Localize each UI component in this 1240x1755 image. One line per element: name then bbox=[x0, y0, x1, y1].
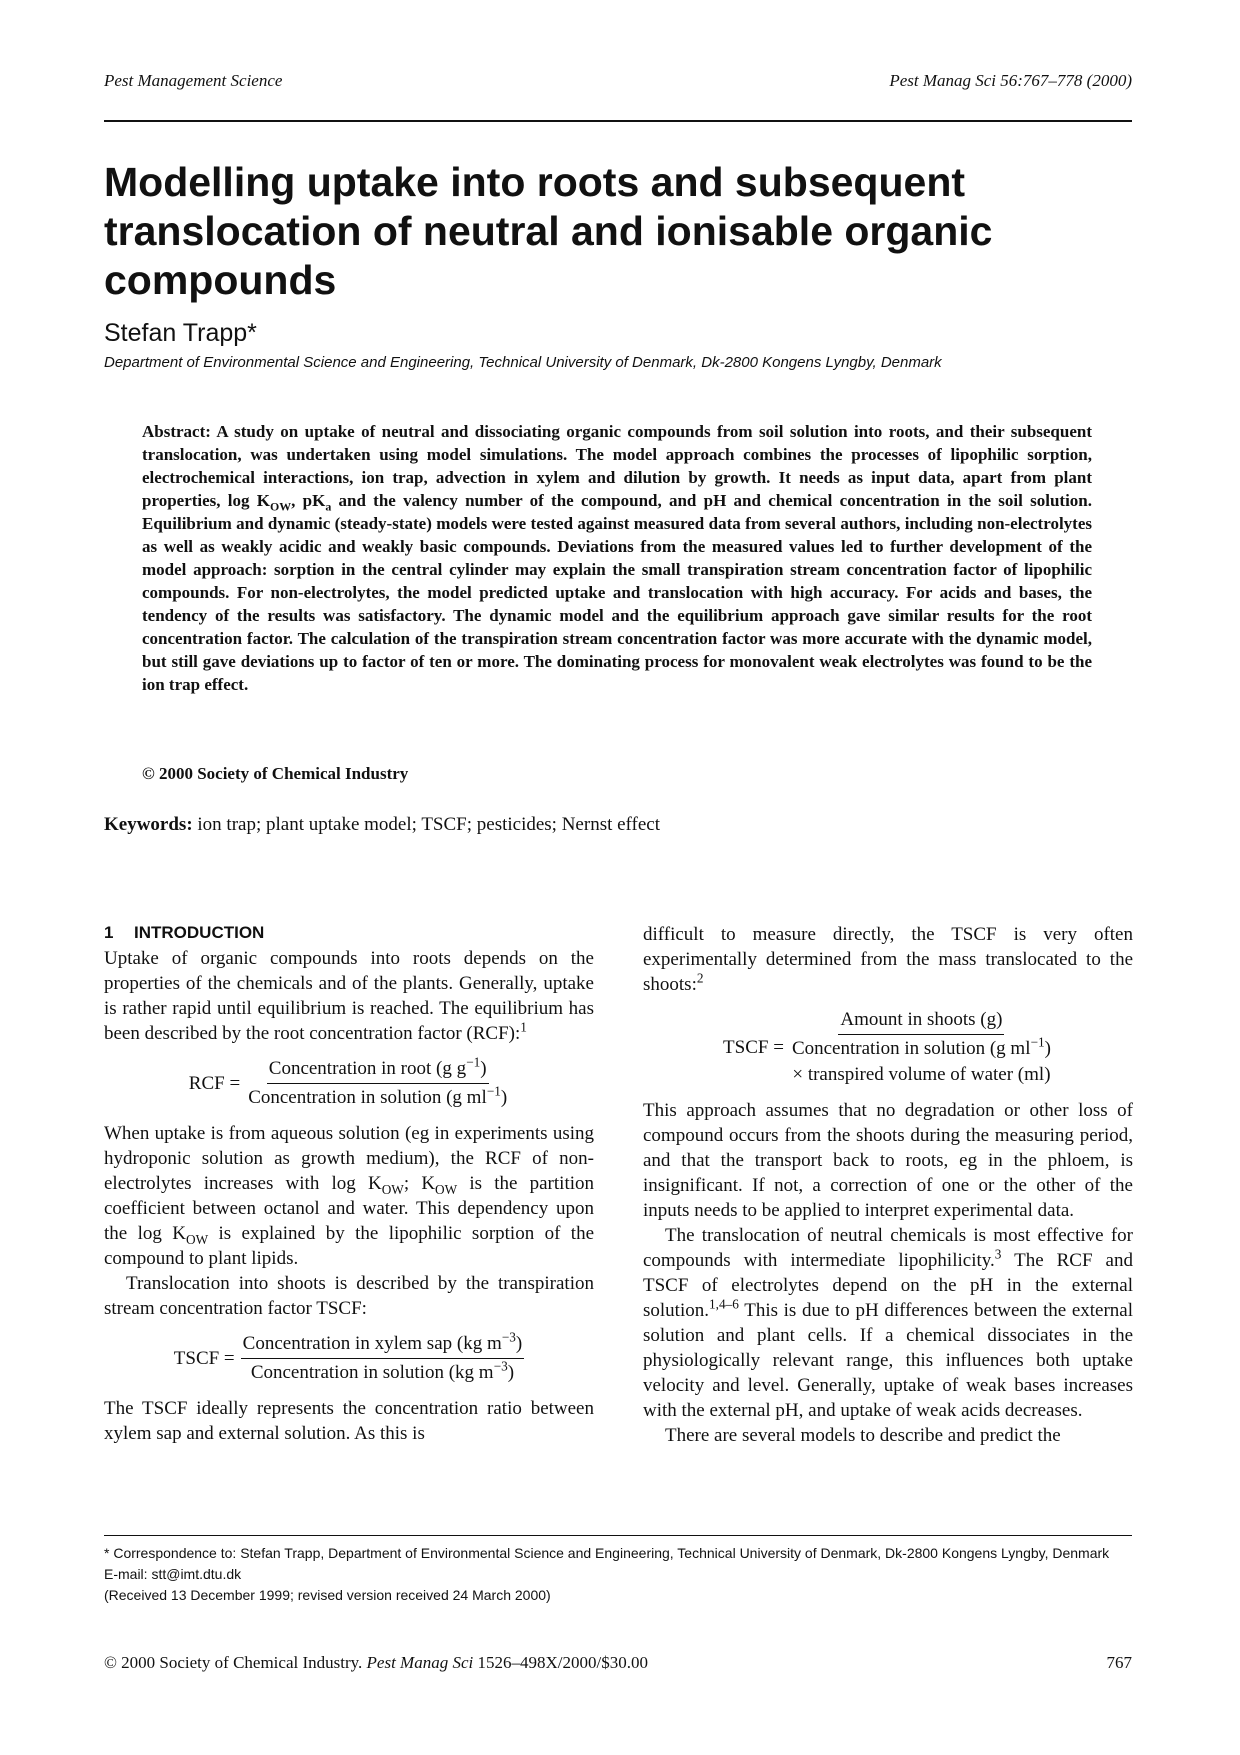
paragraph: difficult to measure directly, the TSCF is very often experimentally determined from the mass translocated to the shoots:$^2$ bbox=[643, 924, 1133, 995]
article-page bbox=[104, 0, 1132, 1755]
paragraph: The TSCF ideally represents the concentration ratio between xylem sap and external solution. As this is bbox=[104, 1398, 594, 1444]
paragraph: Uptake of organic compounds into roots depends on the properties of the chemicals and of the plants. Generally, uptake is rather rapid until equilibrium is reached. The equilibrium has been described by the root concentration factor (RCF):$^1$ bbox=[104, 948, 594, 1044]
journal-name: Pest Management Science bbox=[104, 71, 283, 90]
right-column bbox=[643, 922, 1133, 1448]
abstract-label: Abstract: bbox=[142, 422, 211, 441]
paragraph: When uptake is from aqueous solution (eg in experiments using hydroponic solution as growth medium), the RCF of non-electrolytes increases with $\log K_{OW}$; $K_{OW}$ is the partition coefficient between octanol and water. This dependency upon the $\log K_{OW}$ is explained by the lipophilic sorption of the compound to plant lipids. bbox=[104, 1123, 595, 1269]
equation-tscf: TSCF = $\frac{Concentration in xylem sap (kg m^{-3})}{Concentration in solution (kg m^{-3})}$ bbox=[173, 1329, 523, 1383]
correspondence-footnote: * Correspondence to: Stefan Trapp, Department of Environmental Science and Engineering, Technical University of Denmark, Dk-2800 Kongens Lyngby, Denmark E-mail: stt@imt.dtu.dk (Received 13 December 1999; revised version received 24 March 2000) bbox=[104, 1543, 1132, 1606]
footnote-rule bbox=[104, 1535, 1132, 1536]
email: E-mail: stt@imt.dtu.dk bbox=[104, 1566, 242, 1582]
left-column bbox=[104, 922, 594, 1446]
author-name: Stefan Trapp* bbox=[104, 319, 257, 347]
equation-tscf-mass: TSCF = Amount in shoots (g) Concentration in solution (g $ml^{-1}$) × transpired volume of water (ml) bbox=[723, 1009, 1051, 1085]
header-rule bbox=[104, 120, 1132, 122]
received-dates: (Received 13 December 1999; revised version received 24 March 2000) bbox=[104, 1587, 551, 1603]
page-number: 767 bbox=[1106, 1653, 1132, 1672]
paragraph: Translocation into shoots is described by the transpiration stream concentration factor TSCF: bbox=[104, 1273, 594, 1319]
article-title: Modelling uptake into roots and subsequent translocation of neutral and ionisable organic compounds bbox=[104, 159, 993, 303]
paragraph: There are several models to describe and predict the bbox=[665, 1425, 1061, 1446]
keywords-label: Keywords: bbox=[104, 814, 193, 835]
keywords-list: ion trap; plant uptake model; TSCF; pesticides; Nernst effect bbox=[192, 814, 661, 835]
abstract-copyright: © 2000 Society of Chemical Industry bbox=[142, 764, 409, 783]
abstract: Abstract: A study on uptake of neutral and dissociating organic compounds from soil solution into roots, and their subsequent translocation, was undertaken using model simulations. The model approach combines the processes of lipophilic sorption, electrochemical interactions, ion trap, advection in xylem and dilution by growth. It needs as input data, apart from plant properties, $\log K_{OW}$, $pK_a$ and the valency number of the compound, and pH and chemical concentration in the soil solution. Equilibrium and dynamic (steady-state) models were tested against measured data from several authors, including non-electrolytes as well as weakly acidic and weakly basic compounds. Deviations from the measured values led to further development of the model approach: sorption in the central cylinder may explain the small transpiration stream concentration factor of lipophilic compounds. For non-electrolytes, the model predicted uptake and translocation with high accuracy. For acids and bases, the tendency of the results was satisfactory. The dynamic model and the equilibrium approach gave similar results for the root concentration factor. The calculation of the transpiration stream concentration factor was more accurate with the dynamic model, but still gave deviations up to factor of ten or more. The dominating process for monovalent weak electrolytes was found to be the ion trap effect. bbox=[142, 422, 1093, 694]
citation: Pest Manag Sci 56:767–778 (2000) bbox=[889, 71, 1132, 90]
affiliation: Department of Environmental Science and Engineering, Technical University of Denmark, Dk-2800 Kongens Lyngby, Denmark bbox=[104, 354, 942, 371]
keywords bbox=[104, 814, 660, 836]
section-heading: 1 INTRODUCTION bbox=[104, 923, 265, 942]
paragraph: The translocation of neutral chemicals is most effective for compounds with intermediate lipophilicity.$^3$ The RCF and TSCF of electrolytes depend on the pH in the external solution.$^{1,4-6}$ This is due to pH differences between the external solution and plant cells. If a chemical dissociates in the physiologically relevant range, this influences both uptake velocity and level. Generally, uptake of weak bases increases with the external pH, and uptake of weak acids decreases. bbox=[643, 1225, 1133, 1421]
page-footer: © 2000 Society of Chemical Industry. Pest Manag Sci 1526–498X/2000/$30.00 767 bbox=[104, 1653, 1132, 1672]
paragraph: This approach assumes that no degradation or other loss of compound occurs from the shoots during the measuring period, and that the transport back to roots, eg in the phloem, is insignificant. If not, a correction of one or the other of the inputs needs to be applied to interpret experimental data. bbox=[643, 1100, 1133, 1221]
equation-rcf: RCF = $\frac{Concentration in root (g g^{-1})}{Concentration in solution (g ml^{-1})}$ bbox=[188, 1054, 508, 1108]
